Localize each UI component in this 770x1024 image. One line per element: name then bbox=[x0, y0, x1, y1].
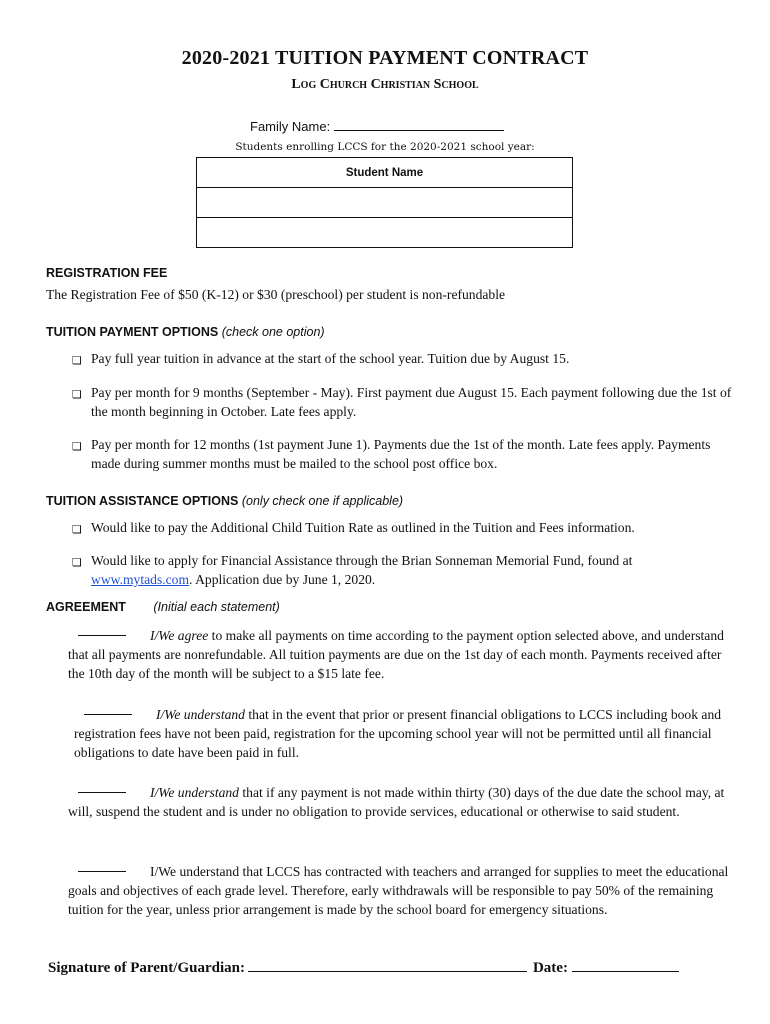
tuition-option-1[interactable] bbox=[72, 349, 732, 368]
family-name-label: Family Name bbox=[250, 119, 327, 134]
initial-blank[interactable] bbox=[78, 626, 126, 636]
student-table bbox=[196, 157, 573, 248]
page-title: 2020-2021 TUITION PAYMENT CONTRACT bbox=[181, 47, 589, 69]
date-blank[interactable] bbox=[572, 957, 679, 972]
tuition-option-3[interactable] bbox=[72, 435, 732, 473]
assistance-option-2-text bbox=[72, 551, 732, 589]
tuition-option-1-text: Pay full year tuition in advance at the start of the school year. Tuition due by August 15. bbox=[91, 351, 570, 366]
tuition-option-3-text: Pay per month for 12 months (1st payment June 1). Payments due the 1st of the month. Late fees apply. Payments made during summer months must be mailed to the school post office box. bbox=[91, 437, 711, 471]
agreement-statement-4 bbox=[68, 862, 730, 919]
agreement-statement-3-text: that if any payment is not made within thirty (30) days of the due date the school may, at will, suspend the student and is under no obligation to provide services, educational or otherwise to said student. bbox=[68, 785, 725, 819]
assistance-option-2-prefix: Would like to apply for Financial Assistance through the Brian Sonneman Memorial Fund, found at bbox=[91, 553, 633, 568]
agreement-statement-1 bbox=[68, 626, 730, 683]
assistance-option-1[interactable] bbox=[72, 518, 732, 537]
signature-blank[interactable] bbox=[248, 957, 527, 972]
initial-blank[interactable] bbox=[84, 705, 132, 715]
tuition-options-note: (check one option) bbox=[221, 325, 325, 339]
student-row-2[interactable] bbox=[197, 218, 573, 248]
tuition-option-2-text: Pay per month for 9 months (September - May). First payment due August 15. Each payment following due the 1st of the month beginning in October. Late fees apply. bbox=[91, 385, 732, 419]
tuition-options-heading bbox=[46, 325, 325, 339]
agreement-note: (Initial each statement) bbox=[153, 600, 280, 614]
initial-blank[interactable] bbox=[78, 783, 126, 793]
agreement-statement-2-text: that in the event that prior or present financial obligations to LCCS including book and registration fees have not been paid, registration for the upcoming school year will not be permitted until all financial obligations to date have been paid in full. bbox=[74, 707, 722, 760]
registration-heading: REGISTRATION FEE bbox=[46, 266, 168, 280]
registration-text: The Registration Fee of $50 (K-12) or $30 (preschool) per student is non-refundable bbox=[46, 287, 506, 302]
tuition-option-2[interactable] bbox=[72, 383, 732, 421]
signature-line bbox=[48, 957, 679, 977]
initial-blank[interactable] bbox=[78, 862, 126, 872]
student-row-1[interactable] bbox=[197, 188, 573, 218]
assistance-option-2[interactable] bbox=[72, 551, 732, 589]
school-name: Log Church Christian School bbox=[291, 77, 479, 92]
mytads-link[interactable]: www.mytads.com bbox=[91, 572, 190, 587]
checkbox-icon[interactable]: ❏ bbox=[72, 556, 82, 569]
agreement-statement-1-text: to make all payments on time according to the payment option selected above, and understand that all payments are nonrefundable. All tuition payments are due on the 1st day of each month. Payments received after the 10th day of the month will be subject to a $15 late fee. bbox=[68, 628, 724, 681]
family-name-blank[interactable] bbox=[334, 118, 504, 131]
checkbox-icon[interactable]: ❏ bbox=[72, 354, 82, 367]
agreement-statement-3-lead: I/We understand bbox=[150, 785, 239, 800]
student-table-header: Student Name bbox=[197, 158, 573, 188]
date-label: Date: bbox=[532, 960, 568, 976]
checkbox-icon[interactable]: ❏ bbox=[72, 440, 82, 453]
assistance-option-2-suffix: . Application due by June 1, 2020. bbox=[189, 572, 376, 587]
tuition-options-title: TUITION PAYMENT OPTIONS bbox=[46, 325, 219, 339]
assistance-options-note: (only check one if applicable) bbox=[241, 494, 404, 508]
family-name-field[interactable]: Family Name: bbox=[250, 118, 504, 134]
agreement-statement-4-text: I/We understand that LCCS has contracted with teachers and arranged for supplies to meet the educational goals and objectives of each grade level. Therefore, early withdrawals will be responsible to pay 50% of the remaining tuition for the year, unless prior arrangement is made by the school board for emergency situations. bbox=[68, 864, 729, 917]
checkbox-icon[interactable]: ❏ bbox=[72, 388, 82, 401]
agreement-statement-2-lead: I/We understand bbox=[156, 707, 245, 722]
agreement-heading bbox=[46, 600, 280, 614]
assistance-option-1-text: Would like to pay the Additional Child Tuition Rate as outlined in the Tuition and Fees information. bbox=[91, 520, 635, 535]
agreement-title: AGREEMENT bbox=[46, 600, 126, 614]
assistance-options-title: TUITION ASSISTANCE OPTIONS bbox=[46, 494, 239, 508]
agreement-statement-2 bbox=[74, 705, 736, 762]
signature-label: Signature of Parent/Guardian: bbox=[48, 960, 245, 976]
students-caption: Students enrolling LCCS for the 2020-2021 school year: bbox=[235, 141, 535, 153]
assistance-options-heading bbox=[46, 494, 403, 508]
agreement-statement-3 bbox=[68, 783, 730, 821]
checkbox-icon[interactable]: ❏ bbox=[72, 523, 82, 536]
agreement-statement-1-lead: I/We agree bbox=[150, 628, 209, 643]
